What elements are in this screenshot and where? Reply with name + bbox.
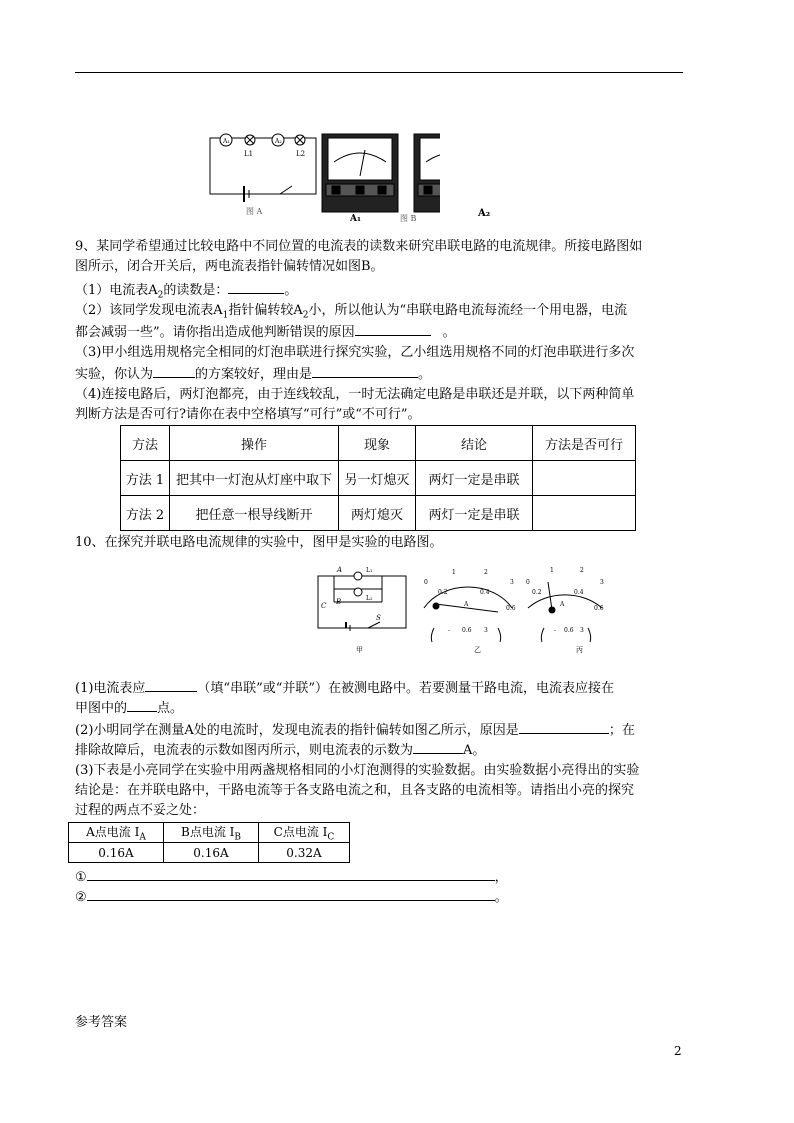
q10-part2-text-c: 排除故障后，电流表的示数如图丙所示，则电流表的示数为 bbox=[75, 743, 414, 758]
q10-part2-blank-reason[interactable] bbox=[519, 719, 609, 734]
th-current-c-text: C点电流 I bbox=[273, 825, 328, 839]
cell-method: 方法 1 bbox=[121, 461, 170, 496]
q10-part1-text-b: （填“串联”或“并联”）在被测电路中。若要测量干路电流，电流表应接在 bbox=[197, 681, 615, 696]
cell-operation: 把其中一灯泡从灯座中取下 bbox=[170, 461, 339, 496]
table-row bbox=[121, 461, 636, 496]
fig-a-label-l2: L2 bbox=[296, 150, 306, 158]
q10-part3-line2: 结论是：在并联电路中，干路电流等于各支路电流之和，且各支路的电流相等。请指出小亮的探究 bbox=[75, 783, 635, 798]
q10-part2-text-b: ；在 bbox=[608, 723, 635, 738]
cell-feasible-blank[interactable] bbox=[533, 496, 636, 531]
dial-bing-tick-1: 1 bbox=[550, 567, 554, 574]
circuit-figure-jia bbox=[318, 572, 406, 631]
answer-blank-1[interactable] bbox=[87, 866, 495, 881]
cell-operation: 把任意一根导线断开 bbox=[170, 496, 339, 531]
q9-part2-sub2: 2 bbox=[302, 310, 309, 321]
q10-part2-blank-reading[interactable] bbox=[413, 739, 463, 754]
q9-part1-blank[interactable] bbox=[228, 279, 284, 294]
q10-part1-line2 bbox=[75, 697, 687, 719]
dial-yi-tick-0: 0 bbox=[424, 579, 428, 586]
q9-figure bbox=[200, 128, 440, 224]
dial-bing-tick-04: 0.4 bbox=[574, 589, 584, 596]
q10-part1-blank-connect[interactable] bbox=[145, 677, 197, 692]
q9-part3-line1: （3)甲小组选用规格完全相同的灯泡串联进行探究实验，乙小组选用规格不同的灯泡串联进行多次 bbox=[75, 345, 635, 360]
fig-a-label-l1: L1 bbox=[244, 150, 254, 158]
dial-yi-tick-3: 3 bbox=[510, 579, 514, 586]
th-current-b-text: B点电流 I bbox=[181, 825, 235, 839]
q9-part3-blank-choice[interactable] bbox=[153, 363, 195, 378]
q9-part1-text-a: （1）电流表A bbox=[75, 283, 158, 298]
q10-part2-text-d: A。 bbox=[463, 743, 486, 758]
dial-bing-tick-3: 3 bbox=[600, 579, 604, 586]
cell-current-a: 0.16A bbox=[69, 843, 164, 863]
th-current-a-text: A点电流 I bbox=[86, 825, 140, 839]
q9-part3-text-a: 实验，你认为 bbox=[75, 367, 154, 382]
dial-yi-tick-04: 0.4 bbox=[480, 589, 490, 596]
q9-part2-blank[interactable] bbox=[355, 321, 431, 336]
th-current-a bbox=[69, 823, 164, 843]
dial-yi-terminal-06: 0.6 bbox=[462, 627, 472, 634]
q10-answer-line-1 bbox=[75, 866, 687, 888]
th-current-c bbox=[259, 823, 350, 843]
th-operation: 操作 bbox=[170, 426, 339, 461]
th-conclusion: 结论 bbox=[416, 426, 533, 461]
q10-part1-text-c: 甲图中的 bbox=[75, 701, 128, 716]
circuit-label-b: B bbox=[336, 598, 342, 606]
q9-part3-text-b: 的方案较好，理由是 bbox=[195, 367, 313, 382]
q10-part1-blank-point[interactable] bbox=[127, 697, 157, 712]
q9-part2-end: 。 bbox=[442, 325, 456, 340]
q10-part1-text-a: (1)电流表应 bbox=[75, 681, 146, 696]
q9-part1-text-b: 的读数是： bbox=[163, 283, 229, 298]
answer-end-1: ， bbox=[494, 870, 508, 885]
dial-bing-tick-02: 0.2 bbox=[532, 589, 542, 596]
answers-heading: 参考答案 bbox=[75, 1015, 128, 1030]
q9-part2-line2-text: 都会减弱一些”。请你指出造成他判断错误的原因 bbox=[75, 325, 355, 340]
th-method: 方法 bbox=[121, 426, 170, 461]
q10-stem: 10、在探究并联电路电流规律的实验中，图甲是实验的电路图。 bbox=[75, 535, 443, 550]
dial-bing-terminal-06: 0.6 bbox=[564, 627, 574, 634]
cell-current-b: 0.16A bbox=[164, 843, 259, 863]
q9-method-table bbox=[120, 425, 636, 531]
circuit-label-l2: L₂ bbox=[366, 595, 373, 602]
q9-part4-line1: （4)连接电路后，两灯泡都亮，由于连线较乱，一时无法确定电路是串联还是并联，以下两种简单 bbox=[75, 387, 635, 402]
dial-bing-tick-06: 0.6 bbox=[594, 605, 604, 612]
fig-bing-caption: 丙 bbox=[576, 646, 583, 654]
lamp-l2-symbol bbox=[354, 588, 362, 596]
dial-yi-terminal-neg: - bbox=[448, 627, 451, 634]
dial-yi-tick-1: 1 bbox=[452, 569, 456, 576]
meter-a2-label: A₂ bbox=[478, 208, 491, 219]
dial-yi-terminal-3: 3 bbox=[484, 627, 488, 634]
th-phenomenon: 现象 bbox=[339, 426, 416, 461]
cell-method: 方法 2 bbox=[121, 496, 170, 531]
cell-phenomenon: 另一灯熄灭 bbox=[339, 461, 416, 496]
table-row bbox=[121, 496, 636, 531]
q10-data-table bbox=[68, 822, 350, 863]
fig-a-label-a2: A₂ bbox=[275, 138, 282, 145]
dial-yi-tick-02: 0.2 bbox=[438, 589, 448, 596]
q10-part1-line1 bbox=[75, 677, 687, 699]
dial-bing-letter: A bbox=[560, 601, 565, 608]
q9-part3-end: 。 bbox=[418, 367, 432, 382]
q9-part2-text-a: （2）该同学发现电流表A bbox=[75, 303, 223, 318]
ammeter-a1-drawing bbox=[322, 134, 398, 212]
q9-part2-text-c: 小，所以他认为“串联电路电流每流经一个用电器，电流 bbox=[308, 303, 628, 318]
q9-part3-line2 bbox=[75, 363, 687, 385]
cell-conclusion: 两灯一定是串联 bbox=[416, 461, 533, 496]
q10-part2-line1 bbox=[75, 719, 687, 741]
cell-feasible-blank[interactable] bbox=[533, 461, 636, 496]
th-current-b-sub: B bbox=[234, 832, 241, 843]
q10-answer-line-2 bbox=[75, 886, 687, 908]
dial-bing-terminal-3: 3 bbox=[580, 627, 584, 634]
fig-yi-caption: 乙 bbox=[474, 646, 481, 654]
q9-stem-line1: 9、某同学希望通过比较电路中不同位置的电流表的读数来研究串联电路的电流规律。所接电路图如 bbox=[75, 239, 643, 254]
th-current-a-sub: A bbox=[139, 832, 146, 843]
cell-current-c: 0.32A bbox=[259, 843, 350, 863]
fig-jia-caption: 甲 bbox=[356, 646, 363, 654]
circuit-label-l1: L₁ bbox=[366, 567, 373, 574]
circuit-label-a: A bbox=[337, 566, 343, 574]
dial-bing-tick-2: 2 bbox=[580, 567, 584, 574]
fig-b-caption: 图 B bbox=[400, 214, 417, 223]
page-number: 2 bbox=[674, 1044, 682, 1058]
q10-part2-line2 bbox=[75, 739, 687, 761]
dial-yi-tick-06: 0.6 bbox=[506, 605, 516, 612]
table-header-row bbox=[121, 426, 636, 461]
q10-part1-text-d: 点。 bbox=[157, 701, 184, 716]
answer-end-2: 。 bbox=[494, 890, 508, 905]
cell-conclusion: 两灯一定是串联 bbox=[416, 496, 533, 531]
cell-phenomenon: 两灯熄灭 bbox=[339, 496, 416, 531]
q10-part2-text-a: (2)小明同学在测量A处的电流时，发现电流表的指针偏转如图乙所示，原因是 bbox=[75, 723, 519, 738]
table-row bbox=[69, 843, 350, 863]
th-current-c-sub: C bbox=[327, 832, 335, 843]
dial-bing-tick-0: 0 bbox=[526, 579, 530, 586]
answer-mark-2: ② bbox=[75, 890, 87, 905]
table-header-row bbox=[69, 823, 350, 843]
q10-part3-line1: (3)下表是小亮同学在实验中用两盏规格相同的小灯泡测得的实验数据。由实验数据小亮得出的实验 bbox=[75, 763, 640, 778]
circuit-label-s: S bbox=[376, 614, 381, 622]
th-current-b bbox=[164, 823, 259, 843]
header-rule bbox=[75, 72, 683, 73]
dial-yi-letter: A bbox=[464, 601, 469, 608]
fig-a-label-a1: A₁ bbox=[223, 138, 230, 145]
q9-part1-sub: 2 bbox=[157, 290, 164, 301]
q9-stem-line2: 图所示，闭合开关后，两电流表指针偏转情况如图B。 bbox=[75, 259, 384, 274]
q9-part2-sub1: 1 bbox=[222, 310, 229, 321]
circuit-label-c: C bbox=[321, 602, 327, 610]
q9-part2-line2 bbox=[75, 321, 687, 343]
answer-blank-2[interactable] bbox=[87, 886, 495, 901]
q9-part4-line2: 判断方法是否可行?请你在表中空格填写“可行”或“不可行”。 bbox=[75, 407, 421, 422]
dial-yi-tick-2: 2 bbox=[484, 569, 488, 576]
answer-mark-1: ① bbox=[75, 870, 87, 885]
q10-part3-line3: 过程的两点不妥之处： bbox=[75, 803, 206, 818]
lamp-l1-symbol bbox=[354, 572, 362, 580]
q10-figure bbox=[312, 562, 612, 658]
fig-a-caption: 图 A bbox=[246, 207, 263, 216]
q9-part1-end: 。 bbox=[284, 283, 298, 298]
q9-part3-blank-reason[interactable] bbox=[312, 363, 418, 378]
dial-bing-terminal-neg: - bbox=[554, 627, 557, 634]
ammeter-a2-drawing bbox=[414, 134, 440, 212]
th-feasible: 方法是否可行 bbox=[533, 426, 636, 461]
q9-part2-text-b: 指针偏转较A bbox=[228, 303, 303, 318]
meter-a1-label: A₁ bbox=[350, 214, 361, 224]
